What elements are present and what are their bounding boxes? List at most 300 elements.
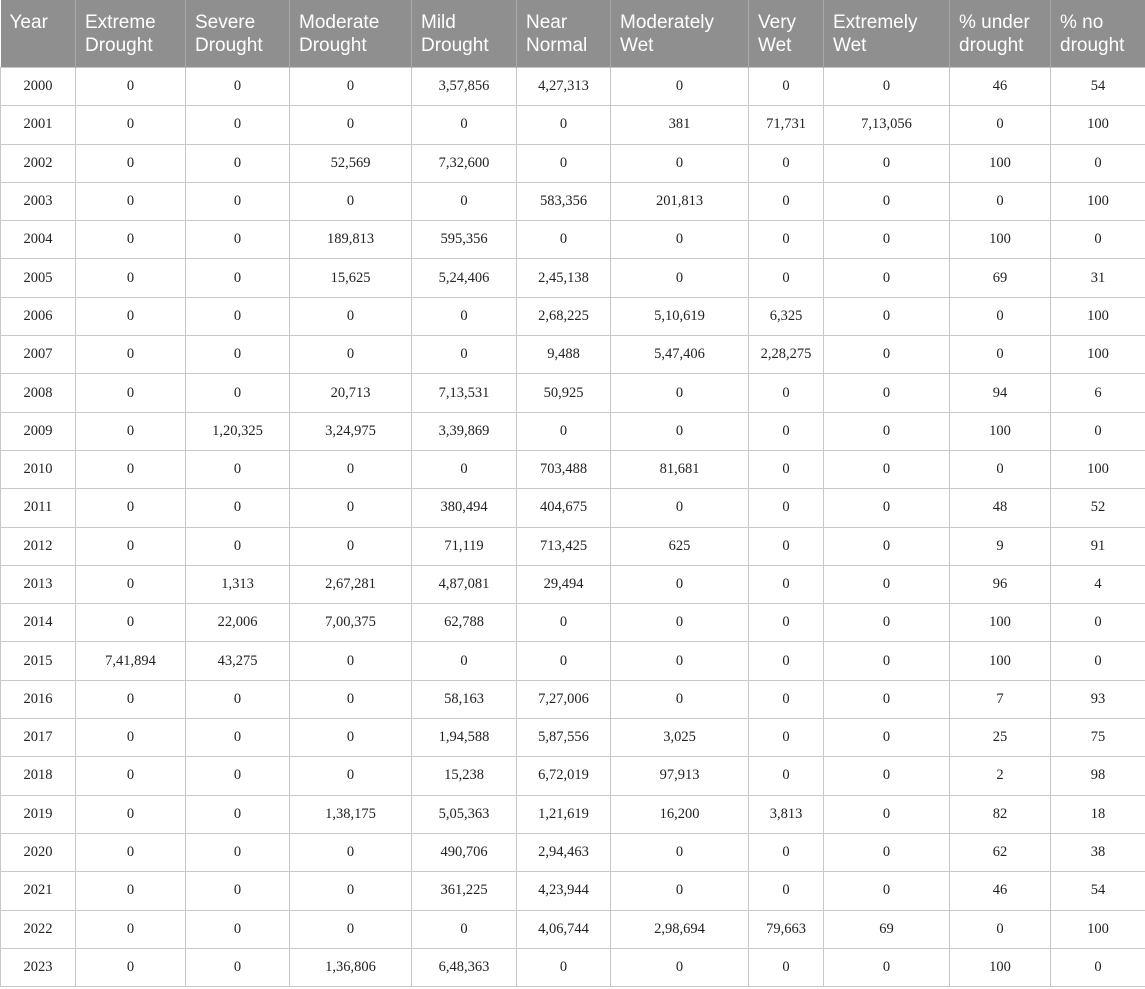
table-row: [1, 719, 1145, 757]
table-cell-pct-under-drought: 100: [950, 412, 1051, 450]
column-header-line: Drought: [85, 35, 153, 56]
table-row: [1, 565, 1145, 603]
column-header-line: Wet: [620, 35, 654, 56]
table-cell-extremely-wet: 0: [824, 604, 950, 642]
table-cell-near-normal: 9,488: [517, 336, 611, 374]
table-cell-extreme-drought: 0: [76, 527, 186, 565]
column-header-very-wet: [749, 0, 824, 68]
table-cell-near-normal: 0: [517, 412, 611, 450]
table-cell-extremely-wet: 0: [824, 795, 950, 833]
table-cell-moderate-drought: 3,24,975: [290, 412, 412, 450]
table-cell-near-normal: 0: [517, 604, 611, 642]
header-row: [1, 0, 1145, 68]
year-cell: 2017: [1, 719, 76, 757]
table-cell-extremely-wet: 0: [824, 68, 950, 106]
table-cell-moderately-wet: 0: [611, 144, 749, 182]
year-cell: 2022: [1, 910, 76, 948]
table-cell-pct-no-drought: 100: [1051, 910, 1145, 948]
column-header-line: Wet: [833, 35, 867, 56]
table-cell-moderate-drought: 0: [290, 106, 412, 144]
table-cell-near-normal: 1,21,619: [517, 795, 611, 833]
table-row: [1, 833, 1145, 871]
table-cell-severe-drought: 0: [186, 527, 290, 565]
table-cell-severe-drought: 0: [186, 719, 290, 757]
table-cell-pct-under-drought: 0: [950, 336, 1051, 374]
table-row: [1, 144, 1145, 182]
column-header-line: Near: [526, 12, 568, 33]
table-cell-very-wet: 3,813: [749, 795, 824, 833]
table-cell-mild-drought: 1,94,588: [412, 719, 517, 757]
table-cell-pct-under-drought: 7: [950, 680, 1051, 718]
table-cell-extreme-drought: 0: [76, 833, 186, 871]
table-row: [1, 489, 1145, 527]
year-cell: 2009: [1, 412, 76, 450]
table-cell-pct-no-drought: 0: [1051, 144, 1145, 182]
table-cell-pct-under-drought: 100: [950, 221, 1051, 259]
table-row: [1, 450, 1145, 488]
table-cell-extreme-drought: 0: [76, 948, 186, 986]
table-cell-moderately-wet: 0: [611, 604, 749, 642]
table-cell-extreme-drought: 0: [76, 182, 186, 220]
table-cell-mild-drought: 0: [412, 910, 517, 948]
table-cell-near-normal: 4,23,944: [517, 872, 611, 910]
table-cell-extreme-drought: 0: [76, 412, 186, 450]
table-cell-very-wet: 0: [749, 833, 824, 871]
table-cell-near-normal: 7,27,006: [517, 680, 611, 718]
table-row: [1, 604, 1145, 642]
table-cell-extreme-drought: 0: [76, 680, 186, 718]
table-cell-severe-drought: 43,275: [186, 642, 290, 680]
table-row: [1, 106, 1145, 144]
table-cell-pct-no-drought: 93: [1051, 680, 1145, 718]
table-cell-pct-no-drought: 52: [1051, 489, 1145, 527]
table-cell-moderate-drought: 0: [290, 489, 412, 527]
table-row: [1, 757, 1145, 795]
table-cell-pct-under-drought: 69: [950, 259, 1051, 297]
table-cell-pct-no-drought: 0: [1051, 642, 1145, 680]
table-cell-moderate-drought: 7,00,375: [290, 604, 412, 642]
table-cell-extremely-wet: 0: [824, 489, 950, 527]
table-cell-extremely-wet: 0: [824, 757, 950, 795]
table-cell-mild-drought: 71,119: [412, 527, 517, 565]
table-cell-very-wet: 0: [749, 872, 824, 910]
table-cell-severe-drought: 0: [186, 872, 290, 910]
table-cell-very-wet: 79,663: [749, 910, 824, 948]
table-cell-extremely-wet: 0: [824, 680, 950, 718]
table-cell-severe-drought: 0: [186, 948, 290, 986]
table-cell-moderately-wet: 625: [611, 527, 749, 565]
table-cell-pct-no-drought: 0: [1051, 412, 1145, 450]
table-cell-extremely-wet: 0: [824, 144, 950, 182]
table-row: [1, 374, 1145, 412]
year-cell: 2020: [1, 833, 76, 871]
table-cell-near-normal: 0: [517, 144, 611, 182]
table-cell-extreme-drought: 0: [76, 259, 186, 297]
table-cell-pct-no-drought: 0: [1051, 948, 1145, 986]
table-cell-moderate-drought: 20,713: [290, 374, 412, 412]
table-cell-mild-drought: 490,706: [412, 833, 517, 871]
table-cell-moderately-wet: 0: [611, 872, 749, 910]
column-header-moderate-drought: [290, 0, 412, 68]
table-cell-near-normal: 0: [517, 106, 611, 144]
table-cell-pct-under-drought: 100: [950, 948, 1051, 986]
table-cell-moderate-drought: 0: [290, 450, 412, 488]
table-cell-pct-no-drought: 4: [1051, 565, 1145, 603]
table-cell-extreme-drought: 0: [76, 221, 186, 259]
table-cell-moderate-drought: 189,813: [290, 221, 412, 259]
table-cell-extremely-wet: 0: [824, 297, 950, 335]
table-cell-pct-no-drought: 6: [1051, 374, 1145, 412]
column-header-mild-drought: [412, 0, 517, 68]
table-cell-pct-no-drought: 54: [1051, 872, 1145, 910]
table-cell-extreme-drought: 0: [76, 604, 186, 642]
table-cell-extremely-wet: 0: [824, 565, 950, 603]
table-cell-near-normal: 5,87,556: [517, 719, 611, 757]
table-cell-moderately-wet: 2,98,694: [611, 910, 749, 948]
table-cell-very-wet: 0: [749, 604, 824, 642]
table-cell-very-wet: 0: [749, 948, 824, 986]
year-cell: 2006: [1, 297, 76, 335]
table-cell-extreme-drought: 7,41,894: [76, 642, 186, 680]
table-row: [1, 527, 1145, 565]
table-row: [1, 412, 1145, 450]
table-cell-pct-under-drought: 62: [950, 833, 1051, 871]
table-cell-very-wet: 0: [749, 565, 824, 603]
table-cell-moderate-drought: 2,67,281: [290, 565, 412, 603]
table-cell-very-wet: 0: [749, 412, 824, 450]
table-cell-very-wet: 0: [749, 259, 824, 297]
year-cell: 2012: [1, 527, 76, 565]
table-cell-pct-no-drought: 0: [1051, 604, 1145, 642]
table-cell-mild-drought: 6,48,363: [412, 948, 517, 986]
column-header-line: Moderately: [620, 12, 714, 33]
table-cell-pct-no-drought: 0: [1051, 221, 1145, 259]
table-cell-mild-drought: 3,57,856: [412, 68, 517, 106]
table-body: [1, 68, 1145, 987]
table-cell-very-wet: 0: [749, 144, 824, 182]
year-cell: 2013: [1, 565, 76, 603]
table-row: [1, 221, 1145, 259]
table-cell-moderate-drought: 0: [290, 182, 412, 220]
column-header-pct-no-drought: [1051, 0, 1145, 68]
column-header-extremely-wet: [824, 0, 950, 68]
table-cell-extreme-drought: 0: [76, 68, 186, 106]
table-cell-mild-drought: 5,05,363: [412, 795, 517, 833]
table-cell-very-wet: 0: [749, 374, 824, 412]
table-row: [1, 182, 1145, 220]
table-cell-moderate-drought: 0: [290, 336, 412, 374]
column-header-year: [1, 0, 76, 68]
column-header-severe-drought: [186, 0, 290, 68]
table-cell-extreme-drought: 0: [76, 336, 186, 374]
column-header-line: Extreme: [85, 12, 156, 33]
table-cell-extreme-drought: 0: [76, 297, 186, 335]
year-cell: 2000: [1, 68, 76, 106]
column-header-line: Moderate: [299, 12, 380, 33]
table-cell-mild-drought: 7,13,531: [412, 374, 517, 412]
table-cell-extreme-drought: 0: [76, 106, 186, 144]
table-cell-severe-drought: 0: [186, 182, 290, 220]
column-header-line: Drought: [195, 35, 263, 56]
table-cell-near-normal: 404,675: [517, 489, 611, 527]
table-cell-extreme-drought: 0: [76, 719, 186, 757]
table-cell-near-normal: 0: [517, 221, 611, 259]
table-cell-pct-under-drought: 100: [950, 144, 1051, 182]
table-cell-very-wet: 0: [749, 642, 824, 680]
table-cell-very-wet: 0: [749, 489, 824, 527]
table-cell-pct-no-drought: 100: [1051, 182, 1145, 220]
table-cell-moderate-drought: 0: [290, 833, 412, 871]
year-cell: 2018: [1, 757, 76, 795]
table-row: [1, 910, 1145, 948]
table-cell-extremely-wet: 0: [824, 833, 950, 871]
table-cell-near-normal: 29,494: [517, 565, 611, 603]
table-cell-extreme-drought: 0: [76, 374, 186, 412]
column-header-line: Drought: [299, 35, 367, 56]
table-cell-moderate-drought: 1,38,175: [290, 795, 412, 833]
table-cell-moderate-drought: 0: [290, 527, 412, 565]
table-cell-moderately-wet: 381: [611, 106, 749, 144]
table-cell-very-wet: 0: [749, 182, 824, 220]
year-cell: 2019: [1, 795, 76, 833]
table-cell-moderately-wet: 201,813: [611, 182, 749, 220]
table-cell-pct-no-drought: 75: [1051, 719, 1145, 757]
table-cell-moderately-wet: 97,913: [611, 757, 749, 795]
table-cell-pct-no-drought: 31: [1051, 259, 1145, 297]
table-cell-pct-under-drought: 46: [950, 68, 1051, 106]
table-cell-mild-drought: 62,788: [412, 604, 517, 642]
table-cell-severe-drought: 0: [186, 68, 290, 106]
table-cell-severe-drought: 0: [186, 259, 290, 297]
table-cell-near-normal: 6,72,019: [517, 757, 611, 795]
table-cell-moderate-drought: 0: [290, 642, 412, 680]
table-row: [1, 297, 1145, 335]
table-cell-mild-drought: 0: [412, 450, 517, 488]
column-header-line: Extremely: [833, 12, 918, 33]
year-cell: 2021: [1, 872, 76, 910]
table-cell-mild-drought: 4,87,081: [412, 565, 517, 603]
table-cell-near-normal: 0: [517, 642, 611, 680]
table-cell-moderate-drought: 1,36,806: [290, 948, 412, 986]
table-cell-mild-drought: 3,39,869: [412, 412, 517, 450]
table-cell-very-wet: 0: [749, 757, 824, 795]
table-cell-severe-drought: 1,313: [186, 565, 290, 603]
table-cell-pct-under-drought: 46: [950, 872, 1051, 910]
table-cell-very-wet: 2,28,275: [749, 336, 824, 374]
column-header-line: Wet: [758, 35, 792, 56]
table-cell-pct-under-drought: 0: [950, 182, 1051, 220]
table-cell-pct-no-drought: 38: [1051, 833, 1145, 871]
table-cell-mild-drought: 7,32,600: [412, 144, 517, 182]
table-cell-pct-under-drought: 94: [950, 374, 1051, 412]
year-cell: 2023: [1, 948, 76, 986]
table-cell-pct-under-drought: 100: [950, 642, 1051, 680]
table-cell-moderate-drought: 0: [290, 757, 412, 795]
column-header-line: Severe: [195, 12, 256, 33]
column-header-line: Normal: [526, 35, 588, 56]
table-cell-extremely-wet: 0: [824, 182, 950, 220]
table-cell-pct-under-drought: 0: [950, 450, 1051, 488]
table-cell-near-normal: 2,94,463: [517, 833, 611, 871]
table-cell-near-normal: 583,356: [517, 182, 611, 220]
table-cell-pct-no-drought: 100: [1051, 336, 1145, 374]
table-cell-moderately-wet: 0: [611, 565, 749, 603]
table-cell-extremely-wet: 0: [824, 872, 950, 910]
column-header-line: % under: [959, 12, 1030, 33]
table-cell-moderate-drought: 0: [290, 68, 412, 106]
table-cell-extremely-wet: 0: [824, 450, 950, 488]
table-cell-pct-under-drought: 82: [950, 795, 1051, 833]
year-cell: 2014: [1, 604, 76, 642]
table-cell-extreme-drought: 0: [76, 144, 186, 182]
column-header-moderately-wet: [611, 0, 749, 68]
table-cell-near-normal: 2,45,138: [517, 259, 611, 297]
table-cell-very-wet: 0: [749, 68, 824, 106]
table-cell-near-normal: 713,425: [517, 527, 611, 565]
table-cell-moderate-drought: 15,625: [290, 259, 412, 297]
table-cell-severe-drought: 0: [186, 795, 290, 833]
table-cell-pct-no-drought: 98: [1051, 757, 1145, 795]
table-row: [1, 948, 1145, 986]
table-row: [1, 259, 1145, 297]
table-cell-pct-no-drought: 100: [1051, 450, 1145, 488]
table-cell-moderate-drought: 0: [290, 680, 412, 718]
table-cell-severe-drought: 0: [186, 221, 290, 259]
column-header-line: drought: [959, 35, 1024, 56]
table-cell-very-wet: 0: [749, 450, 824, 488]
column-header-pct-under-drought: [950, 0, 1051, 68]
table-cell-pct-under-drought: 0: [950, 910, 1051, 948]
table-cell-extremely-wet: 0: [824, 336, 950, 374]
year-cell: 2007: [1, 336, 76, 374]
table-cell-moderately-wet: 3,025: [611, 719, 749, 757]
table-cell-extremely-wet: 0: [824, 719, 950, 757]
table-cell-pct-under-drought: 0: [950, 106, 1051, 144]
table-cell-moderately-wet: 16,200: [611, 795, 749, 833]
table-cell-very-wet: 0: [749, 527, 824, 565]
table-cell-pct-under-drought: 96: [950, 565, 1051, 603]
table-cell-extreme-drought: 0: [76, 489, 186, 527]
table-cell-mild-drought: 58,163: [412, 680, 517, 718]
table-cell-mild-drought: 15,238: [412, 757, 517, 795]
table-cell-near-normal: 0: [517, 948, 611, 986]
table-cell-extremely-wet: 0: [824, 642, 950, 680]
table-cell-extremely-wet: 69: [824, 910, 950, 948]
column-header-line: % no: [1060, 12, 1104, 33]
table-cell-mild-drought: 380,494: [412, 489, 517, 527]
table-cell-pct-no-drought: 91: [1051, 527, 1145, 565]
table-cell-moderately-wet: 5,47,406: [611, 336, 749, 374]
table-cell-mild-drought: 0: [412, 297, 517, 335]
table-row: [1, 642, 1145, 680]
table-cell-mild-drought: 0: [412, 182, 517, 220]
year-cell: 2015: [1, 642, 76, 680]
year-cell: 2002: [1, 144, 76, 182]
table-cell-pct-under-drought: 0: [950, 297, 1051, 335]
table-cell-severe-drought: 22,006: [186, 604, 290, 642]
table-cell-moderately-wet: 0: [611, 221, 749, 259]
table-cell-pct-under-drought: 25: [950, 719, 1051, 757]
year-cell: 2011: [1, 489, 76, 527]
table-cell-extreme-drought: 0: [76, 757, 186, 795]
table-cell-very-wet: 0: [749, 221, 824, 259]
table-cell-severe-drought: 0: [186, 757, 290, 795]
table-cell-pct-under-drought: 2: [950, 757, 1051, 795]
table-cell-very-wet: 0: [749, 719, 824, 757]
table-cell-mild-drought: 0: [412, 106, 517, 144]
table-cell-mild-drought: 0: [412, 642, 517, 680]
table-cell-severe-drought: 0: [186, 833, 290, 871]
column-header-extreme-drought: [76, 0, 186, 68]
table-cell-near-normal: 4,27,313: [517, 68, 611, 106]
column-header-line: Very: [758, 12, 797, 33]
table-row: [1, 872, 1145, 910]
table-cell-extremely-wet: 0: [824, 412, 950, 450]
column-header-line: Drought: [421, 35, 489, 56]
table-cell-very-wet: 71,731: [749, 106, 824, 144]
table-cell-pct-under-drought: 9: [950, 527, 1051, 565]
table-cell-pct-no-drought: 54: [1051, 68, 1145, 106]
table-cell-moderately-wet: 0: [611, 833, 749, 871]
table-cell-severe-drought: 0: [186, 450, 290, 488]
table-cell-moderately-wet: 0: [611, 259, 749, 297]
table-cell-extremely-wet: 0: [824, 527, 950, 565]
year-cell: 2005: [1, 259, 76, 297]
table-cell-moderate-drought: 0: [290, 910, 412, 948]
table-cell-pct-no-drought: 100: [1051, 106, 1145, 144]
table-cell-moderately-wet: 0: [611, 680, 749, 718]
table-cell-near-normal: 2,68,225: [517, 297, 611, 335]
table-cell-extreme-drought: 0: [76, 872, 186, 910]
table-cell-severe-drought: 0: [186, 106, 290, 144]
table-cell-severe-drought: 0: [186, 374, 290, 412]
table-cell-moderately-wet: 81,681: [611, 450, 749, 488]
table-cell-moderate-drought: 0: [290, 719, 412, 757]
table-cell-extreme-drought: 0: [76, 450, 186, 488]
table-cell-severe-drought: 0: [186, 144, 290, 182]
table-row: [1, 680, 1145, 718]
column-header-line: Mild: [421, 12, 456, 33]
table-cell-severe-drought: 1,20,325: [186, 412, 290, 450]
table-cell-near-normal: 703,488: [517, 450, 611, 488]
column-header-line: Year: [9, 12, 48, 33]
table-row: [1, 68, 1145, 106]
table-cell-pct-under-drought: 48: [950, 489, 1051, 527]
table-row: [1, 336, 1145, 374]
table-cell-severe-drought: 0: [186, 680, 290, 718]
table-cell-moderately-wet: 5,10,619: [611, 297, 749, 335]
year-cell: 2003: [1, 182, 76, 220]
column-header-near-normal: [517, 0, 611, 68]
table-cell-extremely-wet: 0: [824, 374, 950, 412]
table-cell-mild-drought: 361,225: [412, 872, 517, 910]
table-cell-moderate-drought: 0: [290, 872, 412, 910]
table-cell-severe-drought: 0: [186, 336, 290, 374]
table-cell-very-wet: 0: [749, 680, 824, 718]
table-cell-extreme-drought: 0: [76, 795, 186, 833]
table-cell-moderately-wet: 0: [611, 374, 749, 412]
table-cell-extremely-wet: 0: [824, 221, 950, 259]
table-cell-moderate-drought: 0: [290, 297, 412, 335]
table-cell-near-normal: 50,925: [517, 374, 611, 412]
table-cell-pct-under-drought: 100: [950, 604, 1051, 642]
table-cell-near-normal: 4,06,744: [517, 910, 611, 948]
table-row: [1, 795, 1145, 833]
table-cell-pct-no-drought: 100: [1051, 297, 1145, 335]
table-cell-extremely-wet: 0: [824, 948, 950, 986]
column-header-line: drought: [1060, 35, 1125, 56]
table-header: [1, 0, 1145, 68]
